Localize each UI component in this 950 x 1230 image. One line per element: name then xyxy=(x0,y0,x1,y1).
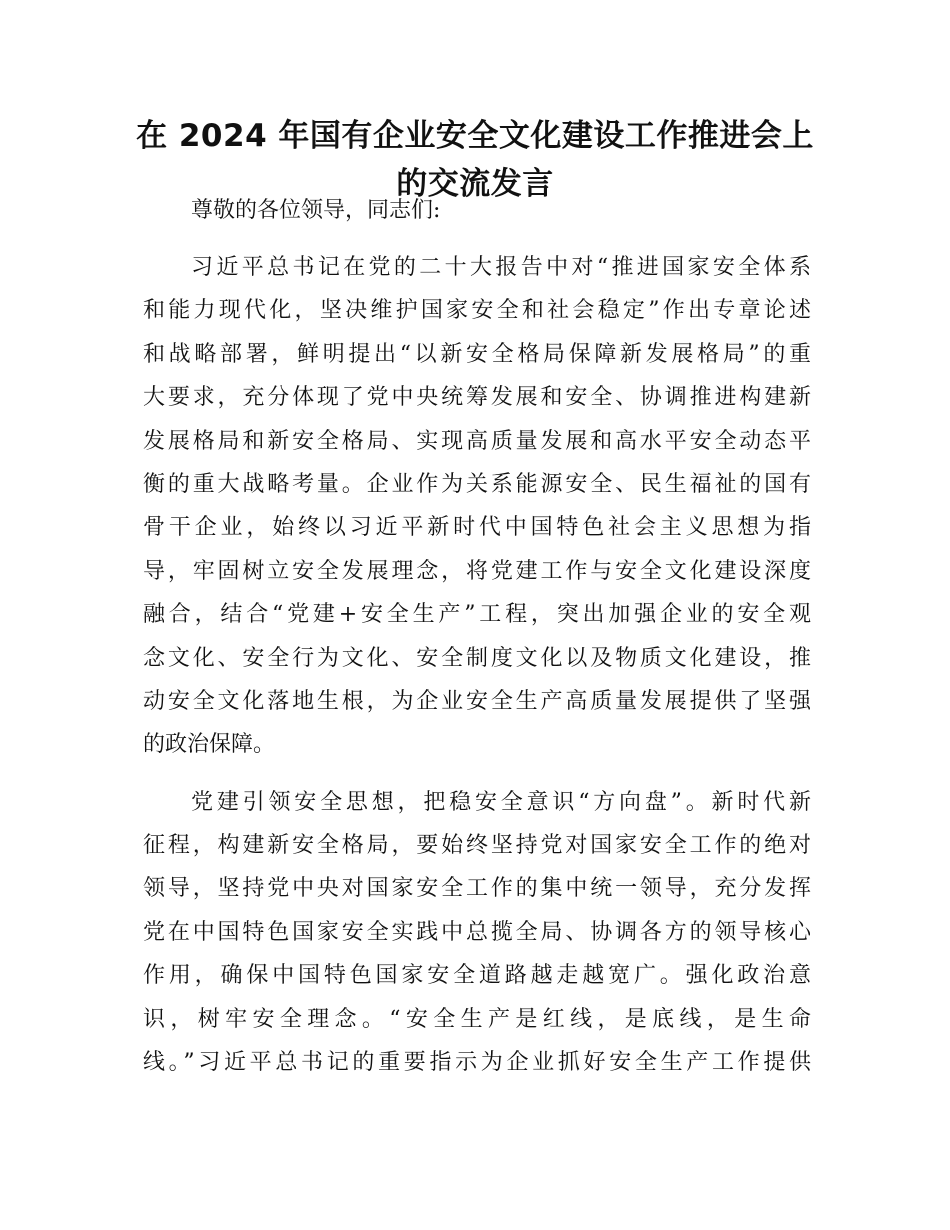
paragraph-line: 融合，结合“党建+安全生产”工程，突出加强企业的安全观 xyxy=(143,602,811,628)
paragraph-line: 大要求，充分体现了党中央统筹发展和安全、协调推进构建新 xyxy=(143,385,811,411)
title-line-1: 在 2024 年国有企业安全文化建设工作推进会上 xyxy=(136,118,814,154)
paragraph-line: 线。”习近平总书记的重要指示为企业抓好安全生产工作提供 xyxy=(143,1050,811,1076)
paragraph-line: 和战略部署，鲜明提出“以新安全格局保障新发展格局”的重 xyxy=(143,341,811,367)
greeting: 尊敬的各位领导，同志们: xyxy=(191,198,441,223)
paragraph-line: 党建引领安全思想，把稳安全意识“方向盘”。新时代新 xyxy=(191,789,811,815)
paragraph-line: 征程，构建新安全格局，要始终坚持党对国家安全工作的绝对 xyxy=(143,833,811,859)
paragraph-line: 和能力现代化，坚决维护国家安全和社会稳定”作出专章论述 xyxy=(143,298,811,324)
paragraph-line: 衡的重大战略考量。企业作为关系能源安全、民生福祉的国有 xyxy=(143,471,811,497)
title-line-2: 的交流发言 xyxy=(396,166,554,202)
paragraph-line: 骨干企业，始终以习近平新时代中国特色社会主义思想为指 xyxy=(143,515,811,541)
paragraph-line: 识，树牢安全理念。“安全生产是红线，是底线，是生命 xyxy=(143,1006,811,1032)
paragraph-line: 领导，坚持党中央对国家安全工作的集中统一领导，充分发挥 xyxy=(143,876,811,902)
paragraph-1 xyxy=(143,246,811,767)
paragraph-line: 动安全文化落地生根，为企业安全生产高质量发展提供了坚强 xyxy=(143,688,811,714)
paragraph-line: 发展格局和新安全格局、实现高质量发展和高水平安全动态平 xyxy=(143,428,811,454)
paragraph-line: 念文化、安全行为文化、安全制度文化以及物质文化建设，推 xyxy=(143,645,811,671)
paragraph-line: 习近平总书记在党的二十大报告中对“推进国家安全体系 xyxy=(191,255,811,280)
paragraph-line: 导，牢固树立安全发展理念，将党建工作与安全文化建设深度 xyxy=(143,558,811,584)
paragraph-line: 党在中国特色国家安全实践中总揽全局、协调各方的领导核心 xyxy=(143,919,811,945)
document-body xyxy=(143,190,811,1098)
paragraph-2 xyxy=(143,781,811,1085)
paragraph-line: 的政治保障。 xyxy=(143,732,276,758)
paragraph-line: 作用，确保中国特色国家安全道路越走越宽广。强化政治意 xyxy=(143,963,811,989)
